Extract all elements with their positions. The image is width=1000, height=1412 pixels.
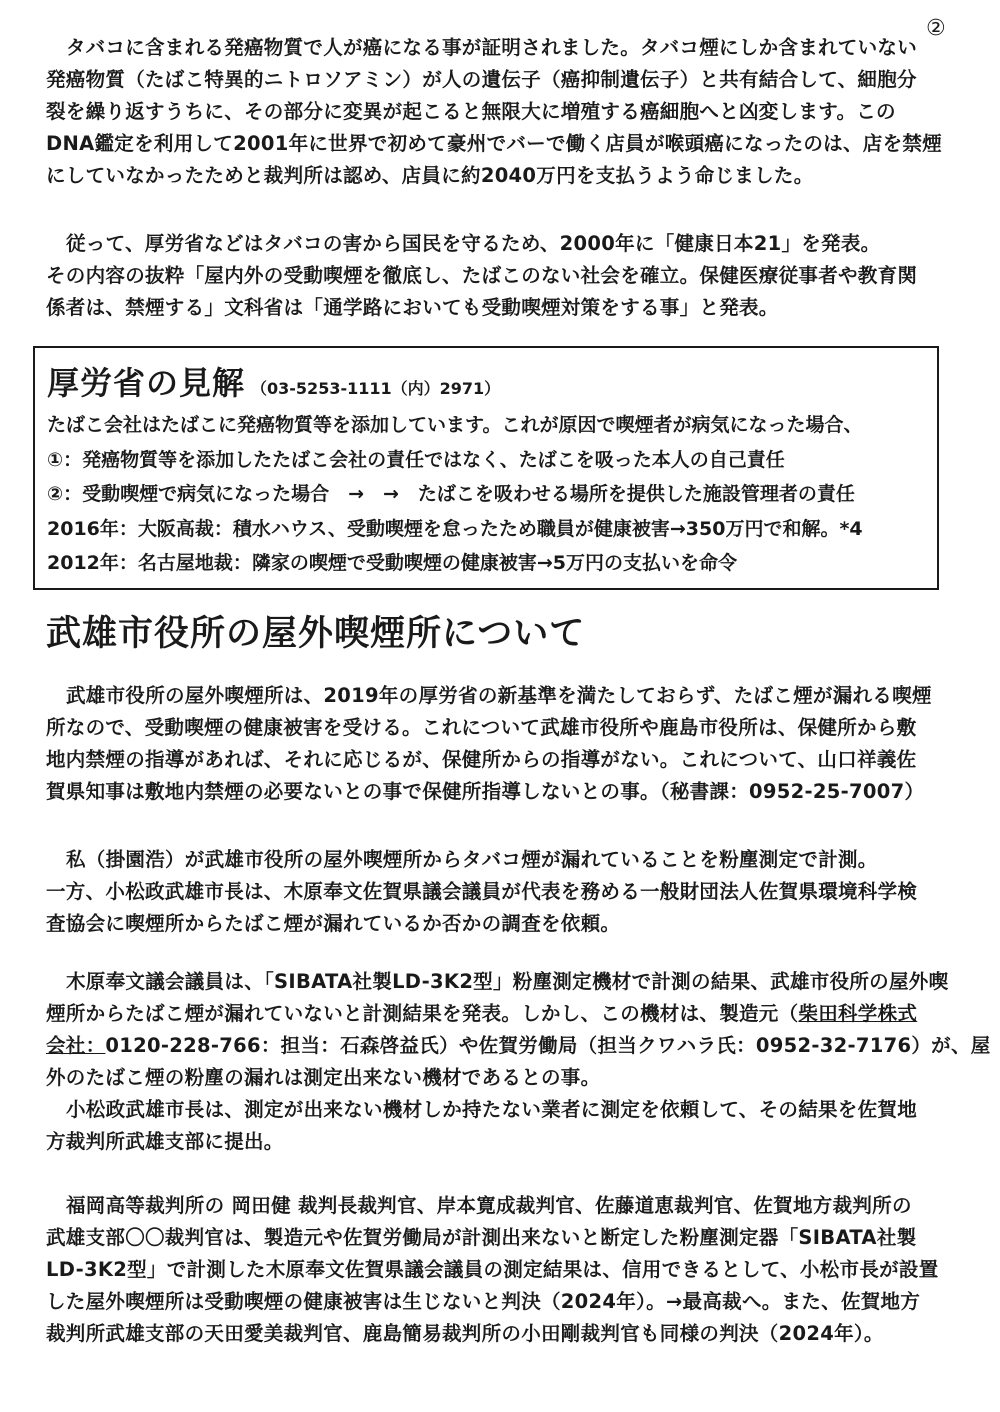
text-line: 木原奉文議会議員は、「SIBATA社製LD-3K2型」粉塵測定機材で計測の結果、武雄市役所の屋外喫: [66, 970, 949, 993]
text-line: LD-3K2型」で計測した木原奉文佐賀県議会議員の測定結果は、信用できるとして、小松市長が設置: [46, 1258, 939, 1281]
text-line: 武雄市役所の屋外喫煙所は、2019年の厚労省の新基準を満たしておらず、たばこ煙が漏れる喫煙: [66, 684, 932, 707]
paragraph-measurement: [46, 844, 946, 940]
manufacturer-link-text: 柴田科学株式: [798, 1002, 918, 1025]
text-line: その内容の抜粋「屋内外の受動喫煙を徹底し、たばこのない社会を確立。保健医療従事者や教育関: [46, 264, 918, 287]
box-title-text: 厚労省の見解: [47, 364, 246, 402]
box-line: ①：発癌物質等を添加したたばこ会社の責任ではなく、たばこを吸った本人の自己責任: [47, 448, 785, 471]
text-line: 所なので、受動喫煙の健康被害を受ける。これについて武雄市役所や鹿島市役所は、保健所から敷: [46, 716, 917, 739]
text-segment: 0120-228-766：担当：石森啓益氏）や佐賀労働局（担当クワハラ氏：0952-32-7176）が、屋: [105, 1034, 991, 1057]
text-line: 従って、厚労省などはタバコの害から国民を守るため、2000年に「健康日本21」を発表。: [66, 232, 881, 255]
text-line: 裂を繰り返すうちに、その部分に変異が起こると無限大に増殖する癌細胞へと凶変します。この: [46, 100, 896, 123]
kenko-nippon-paragraph: [46, 228, 946, 324]
text-line: 方裁判所武雄支部に提出。: [46, 1130, 284, 1153]
text-line: 私（掛園浩）が武雄市役所の屋外喫煙所からタバコ煙が漏れていることを粉塵測定で計測。: [66, 848, 878, 871]
text-line: 小松政武雄市長は、測定が出来ない機材しか持たない業者に測定を依頼して、その結果を佐賀地: [66, 1098, 918, 1121]
box-line: 2016年：大阪高裁：積水ハウス、受動喫煙を怠ったため職員が健康被害→350万円で和解。*4: [47, 517, 863, 540]
manufacturer-link-text: 会社：: [46, 1034, 106, 1057]
box-line: 2012年：名古屋地裁：隣家の喫煙で受動喫煙の健康被害→5万円の支払いを命令: [47, 552, 738, 574]
text-line: [46, 1030, 991, 1062]
text-segment: 煙所からたばこ煙が漏れていないと計測結果を発表。しかし、この機材は、製造元（: [46, 1002, 799, 1025]
text-line: [46, 998, 946, 1030]
paragraph-equipment: [46, 966, 991, 1158]
text-line: 発癌物質（たばこ特異的ニトロソアミン）が人の遺伝子（癌抑制遺伝子）と共有結合して、細胞分: [46, 68, 917, 91]
page-number: ②: [926, 16, 946, 41]
text-line: 地内禁煙の指導があれば、それに応じるが、保健所からの指導がない。これについて、山口祥義佐: [46, 748, 917, 771]
box-title: [47, 358, 500, 404]
box-line: たばこ会社はたばこに発癌物質等を添加しています。これが原因で喫煙者が病気になった場合、: [47, 414, 863, 436]
box-phone: （03-5253-1111（内）2971）: [251, 379, 501, 398]
text-line: 賀県知事は敷地内禁煙の必要ないとの事で保健所指導しないとの事。（秘書課：0952-25-7007）: [46, 780, 925, 803]
section-heading: 武雄市役所の屋外喫煙所について: [46, 614, 586, 654]
text-line: タバコに含まれる発癌物質で人が癌になる事が証明されました。タバコ煙にしか含まれていない: [66, 36, 918, 59]
text-line: 一方、小松政武雄市長は、木原奉文佐賀県議会議員が代表を務める一般財団法人佐賀県環境科学検: [46, 880, 918, 903]
text-line: 外のたばこ煙の粉塵の漏れは測定出来ない機材であるとの事。: [46, 1066, 601, 1089]
text-line: にしていなかったためと裁判所は認め、店員に約2040万円を支払うよう命じました。: [46, 164, 814, 187]
text-line: DNA鑑定を利用して2001年に世界で初めて豪州でバーで働く店員が喉頭癌になったのは、店を禁煙: [46, 132, 942, 155]
box-line: ②：受動喫煙で病気になった場合 → → たばこを吸わせる場所を提供した施設管理者の責任: [47, 483, 855, 505]
text-line: 係者は、禁煙する」文科省は「通学路においても受動喫煙対策をする事」と発表。: [46, 296, 779, 319]
intro-paragraph: [46, 32, 946, 192]
text-line: した屋外喫煙所は受動喫煙の健康被害は生じないと判決（2024年）。→最高裁へ。また、佐賀地方: [46, 1290, 921, 1313]
text-line: 査協会に喫煙所からたばこ煙が漏れているか否かの調査を依頼。: [46, 912, 621, 935]
text-line: 武雄支部〇〇裁判官は、製造元や佐賀労働局が計測出来ないと断定した粉塵測定器「SIBATA社製: [46, 1226, 917, 1249]
text-line: 裁判所武雄支部の天田愛美裁判官、鹿島簡易裁判所の小田剛裁判官も同様の判決（2024年）。: [46, 1322, 884, 1345]
box-lines: [47, 408, 863, 581]
paragraph-smoking-area: [46, 680, 946, 808]
text-line: 福岡高等裁判所の 岡田健 裁判長裁判官、岸本寛成裁判官、佐藤道恵裁判官、佐賀地方裁判所の: [66, 1194, 912, 1217]
mhlw-view-box: [33, 346, 939, 590]
paragraph-court: [46, 1190, 946, 1350]
